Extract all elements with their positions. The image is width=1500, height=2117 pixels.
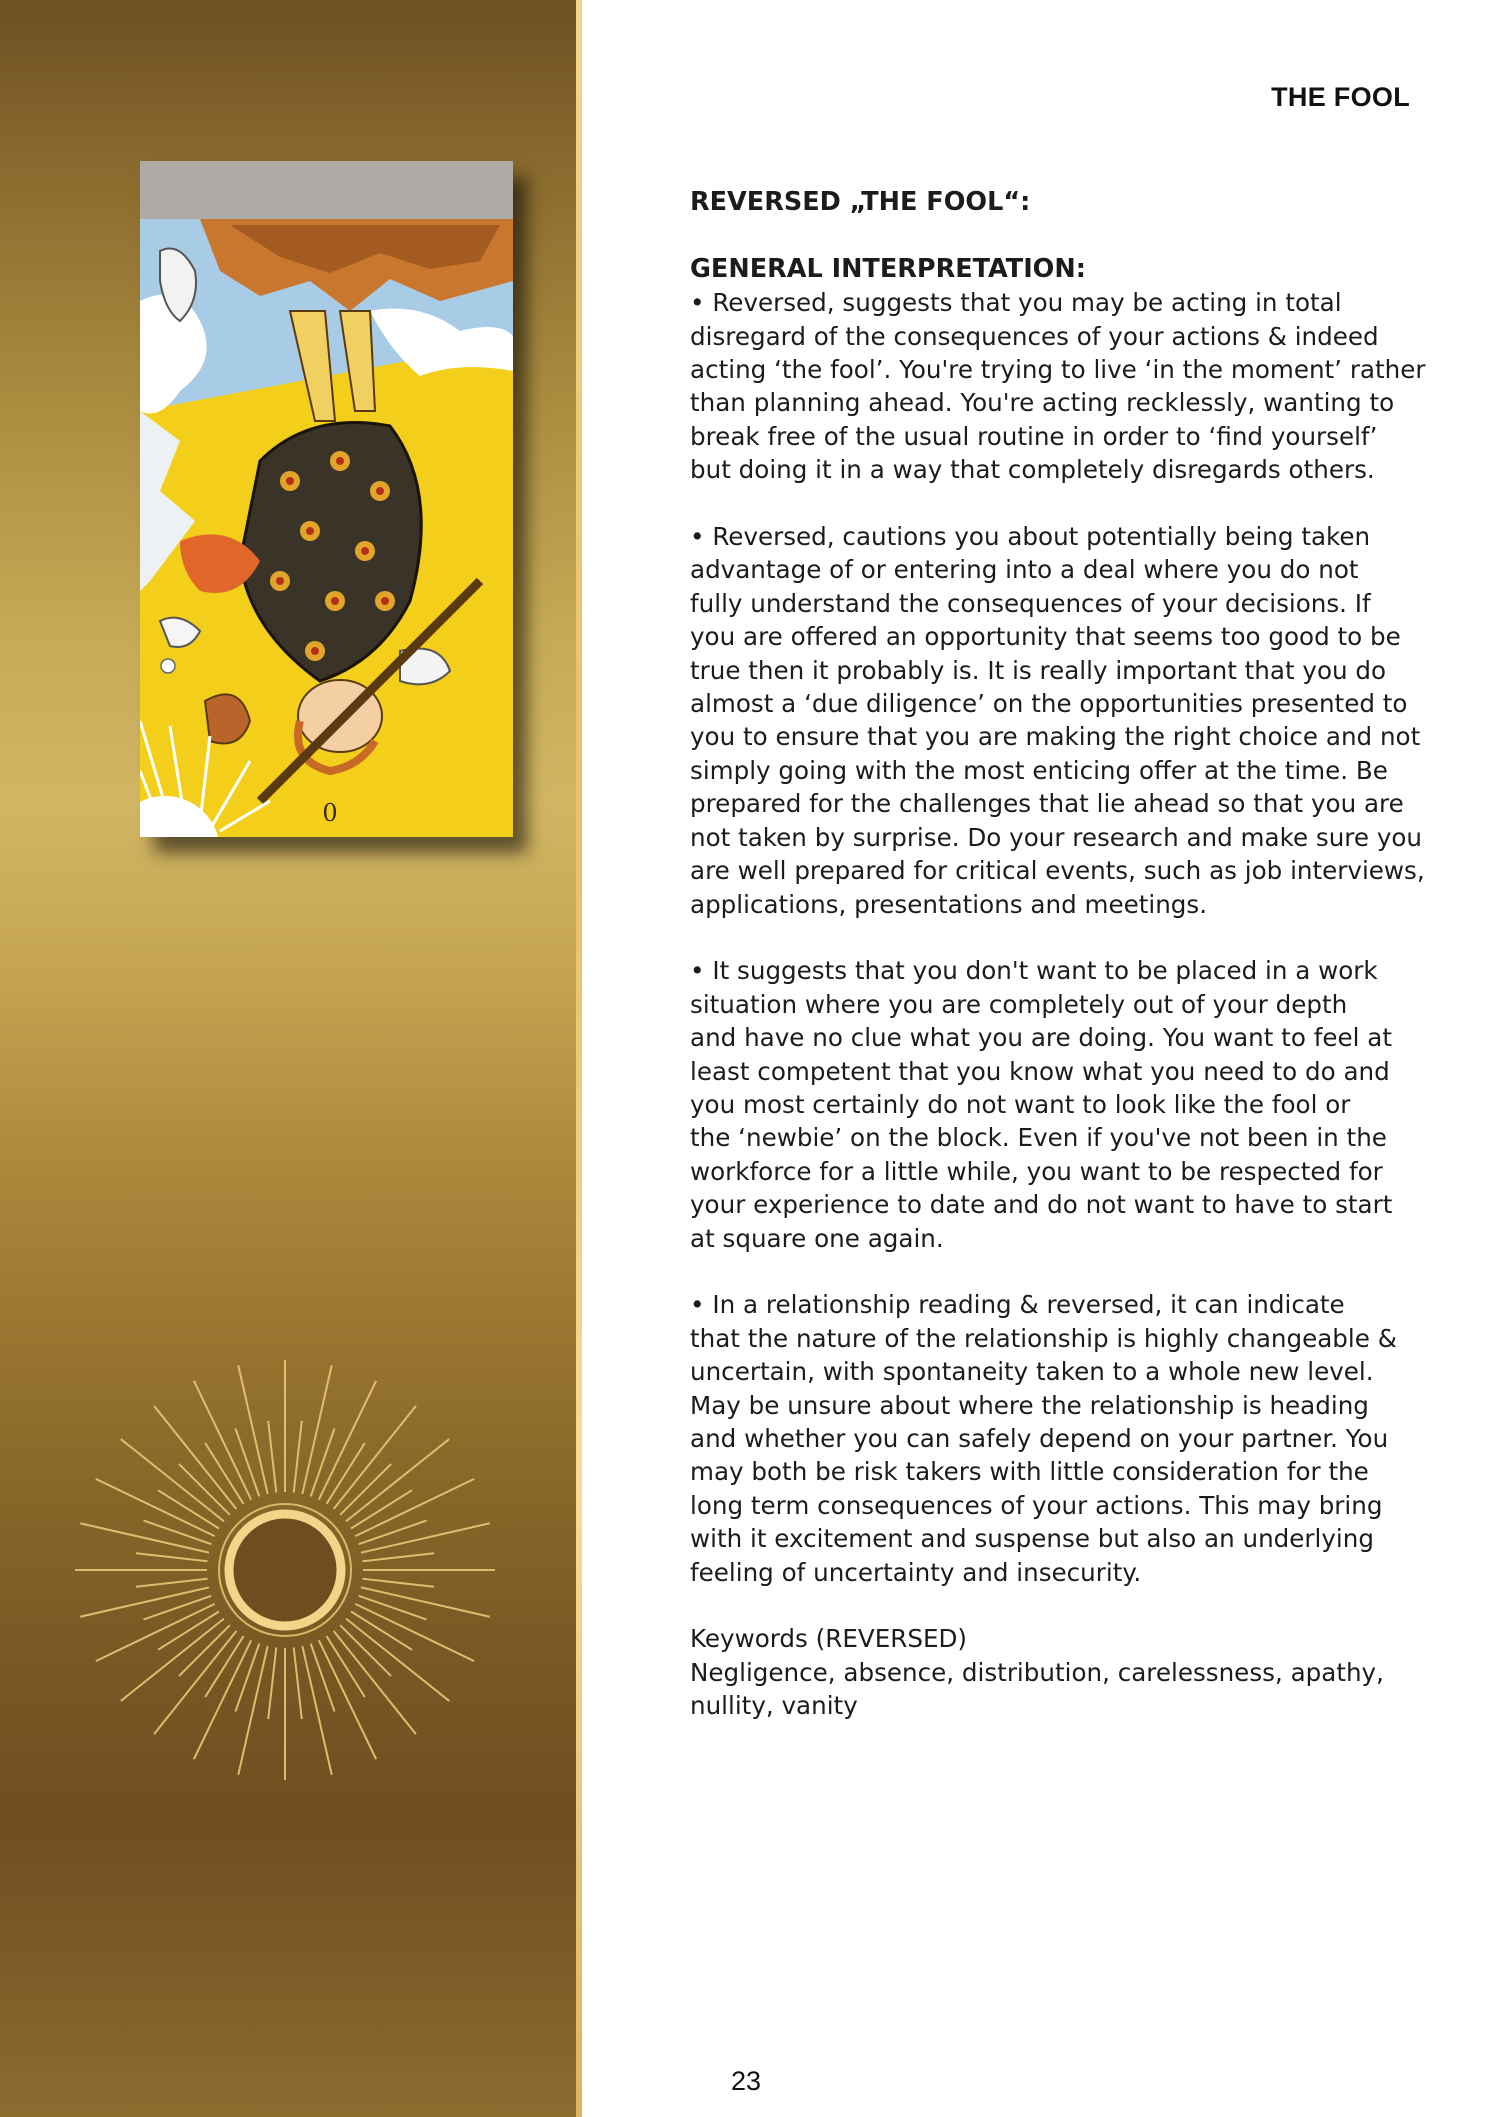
- sunburst-ray: [334, 1406, 416, 1509]
- sunburst-ray: [238, 1646, 267, 1775]
- sunburst-ray: [268, 1648, 276, 1720]
- decorative-side-panel: [0, 0, 578, 2117]
- paragraph-line: true then it probably is. It is really important that you do: [690, 655, 1387, 685]
- sunburst-ray: [80, 1587, 209, 1616]
- sunburst-ray: [346, 1619, 449, 1701]
- paragraph: [690, 1288, 1420, 1589]
- sunburst-ornament: [70, 1355, 500, 1785]
- paragraph-line: workforce for a little while, you want to be respected for: [690, 1156, 1383, 1186]
- paragraph-line: feeling of uncertainty and insecurity.: [690, 1557, 1142, 1587]
- paragraph-line: long term consequences of your actions. This may bring: [690, 1490, 1383, 1520]
- card-numeral: 0: [322, 799, 338, 827]
- sunburst-ray: [361, 1587, 490, 1616]
- tarot-card-image: [140, 161, 513, 837]
- sunburst-ray: [194, 1381, 251, 1500]
- sunburst-ray: [136, 1579, 208, 1587]
- paragraph-line: least competent that you know what you need to do and: [690, 1056, 1390, 1086]
- page-number: 23: [731, 2066, 762, 2096]
- paragraph-line: uncertain, with spontaneity taken to a whole new level.: [690, 1357, 1374, 1387]
- paragraph-line: May be unsure about where the relationship is heading: [690, 1390, 1369, 1420]
- sunburst-ray: [268, 1421, 276, 1493]
- paragraph-line: may both be risk takers with little consideration for the: [690, 1457, 1369, 1487]
- sunburst-ray: [96, 1604, 215, 1661]
- paragraph-line: are well prepared for critical events, such as job interviews,: [690, 856, 1425, 886]
- paragraph-line: advantage of or entering into a deal where you do not: [690, 555, 1359, 585]
- keywords-line: nullity, vanity: [690, 1691, 858, 1721]
- paragraph-line: than planning ahead. You're acting recklessly, wanting to: [690, 388, 1395, 418]
- paragraph-line: prepared for the challenges that lie ahead so that you are: [690, 789, 1404, 819]
- sunburst-ray: [136, 1553, 208, 1561]
- paragraph-line: not taken by surprise. Do your research and make sure you: [690, 822, 1423, 852]
- sunburst-ray: [154, 1406, 236, 1509]
- paragraph-line: situation where you are completely out of your depth: [690, 989, 1348, 1019]
- sunburst-ray: [334, 1631, 416, 1734]
- sunburst-ray: [294, 1421, 302, 1493]
- sunburst-ray: [194, 1640, 251, 1759]
- gold-divider: [576, 0, 582, 2117]
- sunburst-ray: [238, 1365, 267, 1494]
- paragraph-line: • In a relationship reading & reversed, it can indicate: [690, 1290, 1345, 1320]
- paragraph: [690, 954, 1420, 1255]
- sunburst-ray: [355, 1479, 474, 1536]
- paragraph-line: applications, presentations and meetings.: [690, 889, 1208, 919]
- sunburst-ray: [121, 1439, 224, 1521]
- paragraph-line: that the nature of the relationship is highly changeable &: [690, 1323, 1397, 1353]
- paragraph-line: but doing it in a way that completely disregards others.: [690, 455, 1375, 485]
- sunburst-ray: [154, 1631, 236, 1734]
- paragraph-line: you most certainly do not want to look like the fool or: [690, 1089, 1351, 1119]
- keywords-line: Negligence, absence, distribution, carelessness, apathy,: [690, 1657, 1384, 1687]
- section-title: REVERSED „THE FOOL“:: [690, 187, 1031, 217]
- paragraph-line: break free of the usual routine in order to ‘find yourself’: [690, 421, 1378, 451]
- paragraph-line: and have no clue what you are doing. You want to feel at: [690, 1023, 1392, 1053]
- sunburst-ray: [361, 1523, 490, 1552]
- sunburst-ray: [346, 1439, 449, 1521]
- sunburst-ray: [80, 1523, 209, 1552]
- paragraph-line: disregard of the consequences of your actions & indeed: [690, 321, 1379, 351]
- text-body: [690, 186, 1426, 1723]
- sunburst-ray: [96, 1479, 215, 1536]
- paragraph-line: your experience to date and do not want to have to start: [690, 1190, 1393, 1220]
- paragraph-line: • Reversed, cautions you about potentially being taken: [690, 522, 1371, 552]
- sunburst-ray: [302, 1365, 331, 1494]
- paragraph-line: and whether you can safely depend on your partner. You: [690, 1423, 1389, 1453]
- paragraph-line: • Reversed, suggests that you may be acting in total: [690, 288, 1342, 318]
- sunburst-ray: [319, 1640, 376, 1759]
- sunburst-ray: [319, 1381, 376, 1500]
- paragraph-line: the ‘newbie’ on the block. Even if you've not been in the: [690, 1123, 1387, 1153]
- keywords-label: Keywords (REVERSED): [690, 1624, 968, 1654]
- paragraph: [690, 286, 1426, 486]
- paragraph-line: you are offered an opportunity that seems too good to be: [690, 622, 1401, 652]
- paragraph: [690, 520, 1425, 921]
- sunburst-ray: [294, 1648, 302, 1720]
- sunburst-ray: [355, 1604, 474, 1661]
- paragraph-line: simply going with the most enticing offer at the time. Be: [690, 755, 1388, 785]
- paragraph-line: almost a ‘due diligence’ on the opportunities presented to: [690, 689, 1408, 719]
- sunburst-ray: [302, 1646, 331, 1775]
- paragraph-line: • It suggests that you don't want to be placed in a work: [690, 956, 1378, 986]
- paragraph-line: you to ensure that you are making the right choice and not: [690, 722, 1421, 752]
- paragraph-line: with it excitement and suspense but also an underlying: [690, 1524, 1374, 1554]
- sunburst-ray: [121, 1619, 224, 1701]
- paragraph-line: at square one again.: [690, 1223, 944, 1253]
- page-header-title: THE FOOL: [1271, 82, 1410, 112]
- paragraph-line: fully understand the consequences of your decisions. If: [690, 588, 1371, 618]
- paragraph-line: acting ‘the fool’. You're trying to live ‘in the moment’ rather: [690, 355, 1426, 385]
- subheading: GENERAL INTERPRETATION:: [690, 253, 1086, 284]
- sunburst-ray: [363, 1553, 435, 1561]
- sunburst-ray: [363, 1579, 435, 1587]
- keywords-block: [690, 1622, 1420, 1722]
